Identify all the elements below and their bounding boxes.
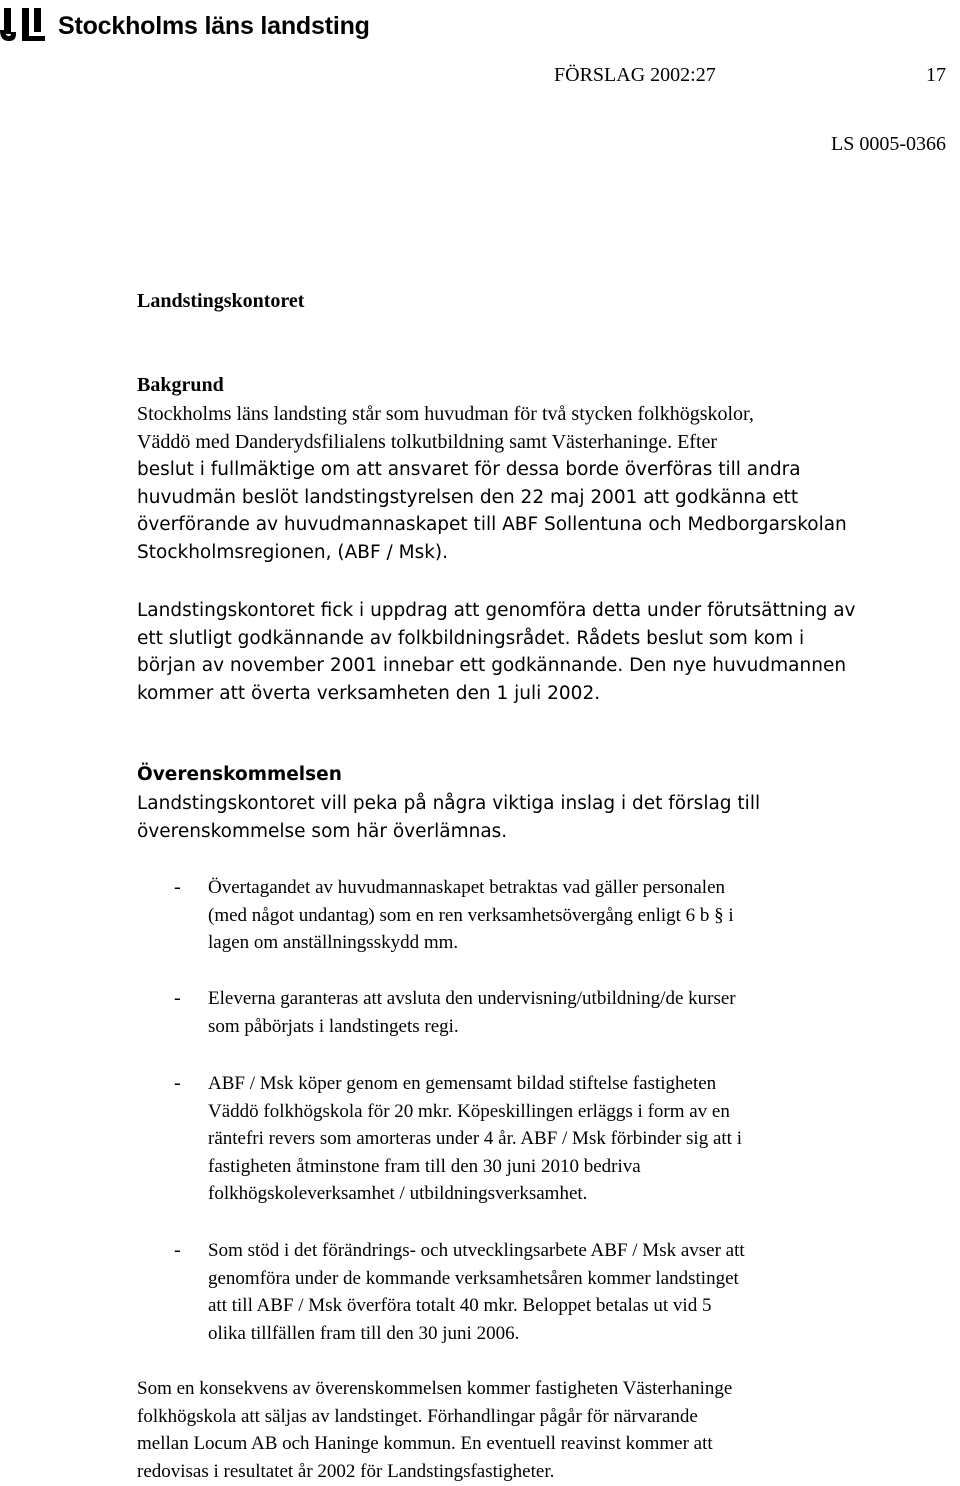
paragraph-line: överförande av huvudmannaskapet till ABF Sollentuna och Medborgarskolan <box>137 514 847 535</box>
paragraph-line: Stockholmsregionen, (ABF / Msk). <box>137 541 449 563</box>
list-dash: - <box>174 987 181 1009</box>
paragraph-line: mellan Locum AB och Haninge kommun. En eventuell reavinst kommer att <box>137 1433 713 1454</box>
agreement-heading: Överenskommelsen <box>137 764 342 785</box>
conclusion-paragraph <box>137 1375 732 1485</box>
list-item-text <box>208 1070 742 1208</box>
paragraph-line: ett slutligt godkännande av folkbildningsrådet. Rådets beslut som kom i <box>137 627 805 649</box>
organization-logo <box>0 8 370 44</box>
list-dash: - <box>174 1072 181 1094</box>
paragraph-line: början av november 2001 innebar ett godkännande. Den nye huvudmannen <box>137 655 847 676</box>
paragraph-line: folkhögskola att säljas av landstinget. Förhandlingar pågår för närvarande <box>137 1405 698 1427</box>
agreement-intro <box>137 790 760 845</box>
list-item-line: olika tillfällen fram till den 30 juni 2006. <box>208 1322 520 1344</box>
paragraph-line: beslut i fullmäktige om att ansvaret för dessa borde överföras till andra <box>137 459 801 480</box>
reference-number: LS 0005-0366 <box>831 133 946 155</box>
paragraph-line: överenskommelse som här överlämnas. <box>137 820 508 842</box>
list-item-line: lagen om anställningsskydd mm. <box>208 932 459 953</box>
list-item-line: folkhögskoleverksamhet / utbildningsverksamhet. <box>208 1183 588 1204</box>
paragraph-line: redovisas i resultatet år 2002 för Landstingsfastigheter. <box>137 1460 555 1482</box>
paragraph-line: Stockholms läns landsting står som huvudman för två stycken folkhögskolor, <box>137 403 754 425</box>
list-item-line: som påbörjats i landstingets regi. <box>208 1015 459 1037</box>
paragraph-line: Väddö med Danderydsfilialens tolkutbildning samt Västerhaninge. Efter <box>137 430 718 453</box>
page-number: 17 <box>926 64 946 86</box>
background-heading: Bakgrund <box>137 374 224 396</box>
list-dash: - <box>174 1239 181 1261</box>
list-item-line: räntefri revers som amorteras under 4 år. ABF / Msk förbinder sig att i <box>208 1128 742 1149</box>
list-item-text <box>208 985 736 1040</box>
list-item-line: fastigheten åtminstone fram till den 30 juni 2010 bedriva <box>208 1155 641 1177</box>
list-item-line: Övertagandet av huvudmannaskapet betraktas vad gäller personalen <box>208 877 726 898</box>
list-item-text <box>208 1237 745 1347</box>
logo-text: Stockholms läns landsting <box>58 12 370 40</box>
list-item-line: Väddö folkhögskola för 20 mkr. Köpeskillingen erläggs i form av en <box>208 1100 730 1122</box>
paragraph-line: huvudmän beslöt landstingstyrelsen den 22 maj 2001 att godkänna ett <box>137 486 799 508</box>
paragraph-line: kommer att överta verksamheten den 1 juli 2002. <box>137 682 601 704</box>
list-item-line: ABF / Msk köper genom en gemensamt bildad stiftelse fastigheten <box>208 1073 717 1094</box>
paragraph-line: Som en konsekvens av överenskommelsen kommer fastigheten Västerhaninge <box>137 1378 733 1399</box>
paragraph-line: Landstingskontoret vill peka på några viktiga inslag i det förslag till <box>137 793 761 814</box>
list-dash: - <box>174 876 181 898</box>
list-item-text <box>208 874 734 957</box>
background-paragraph-1 <box>137 401 847 566</box>
proposal-number: FÖRSLAG 2002:27 <box>554 64 716 86</box>
list-item-line: genomföra under de kommande verksamhetsåren kommer landstinget <box>208 1267 739 1289</box>
list-item-line: att till ABF / Msk överföra totalt 40 mkr. Beloppet betalas ut vid 5 <box>208 1295 712 1316</box>
list-item-line: (med något undantag) som en ren verksamhetsövergång enligt 6 b § i <box>208 904 734 926</box>
background-paragraph-2 <box>137 597 855 707</box>
list-item-line: Som stöd i det förändrings- och utvecklingsarbete ABF / Msk avser att <box>208 1240 745 1261</box>
office-heading: Landstingskontoret <box>137 290 305 312</box>
sll-logo-mark-icon <box>0 8 50 44</box>
list-item-line: Eleverna garanteras att avsluta den undervisning/utbildning/de kurser <box>208 988 736 1009</box>
paragraph-line: Landstingskontoret fick i uppdrag att genomföra detta under förutsättning av <box>137 600 856 621</box>
